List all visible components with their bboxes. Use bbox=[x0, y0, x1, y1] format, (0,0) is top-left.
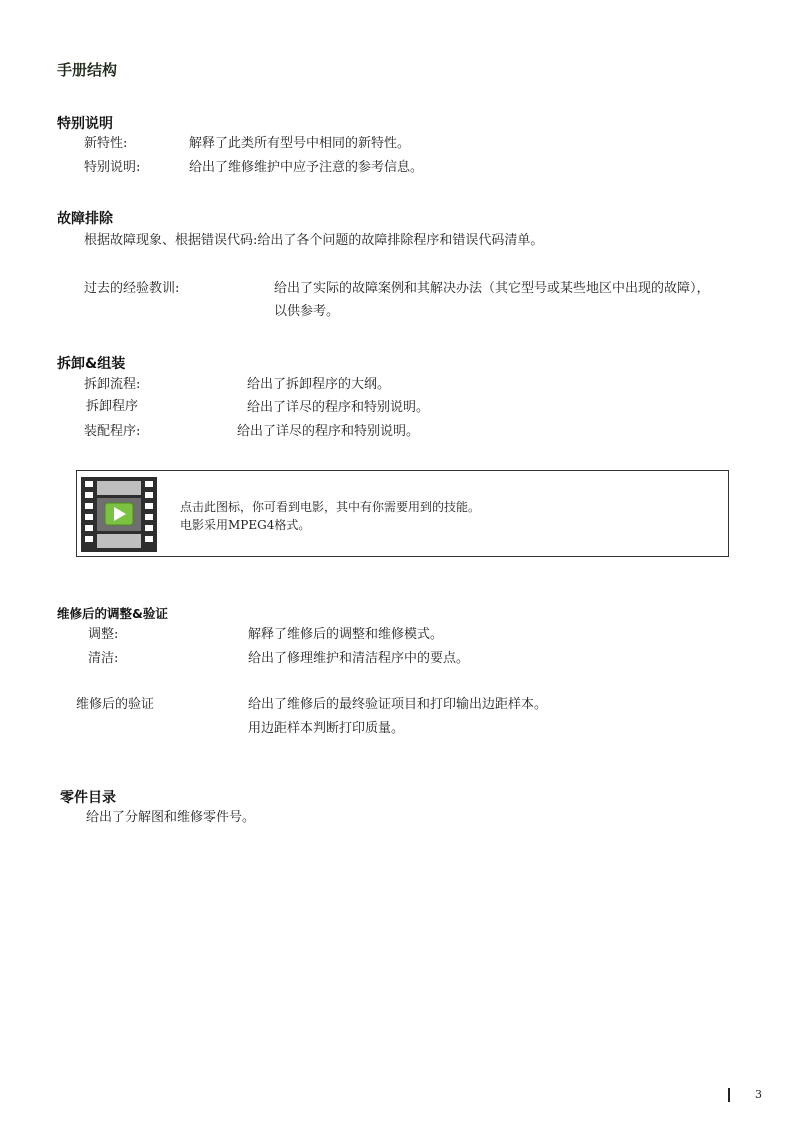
special-row-desc: 解释了此类所有型号中相同的新特性。 bbox=[189, 136, 411, 151]
disassembly-row-desc: 给出了详尽的程序和特别说明。 bbox=[247, 400, 430, 415]
troubleshoot-history-desc: 以供参考。 bbox=[274, 304, 340, 319]
troubleshoot-row: 根据故障现象、根据错误代码:给出了各个问题的故障排除程序和错误代码清单。 bbox=[84, 233, 544, 248]
special-row-desc: 给出了维修维护中应予注意的参考信息。 bbox=[189, 160, 424, 175]
page-number-divider bbox=[728, 1088, 730, 1102]
verify-desc: 用边距样本判断打印质量。 bbox=[248, 721, 405, 736]
movie-play-icon[interactable] bbox=[81, 477, 157, 552]
special-row-label: 新特性: bbox=[84, 136, 128, 151]
movie-info-line: 电影采用MPEG4格式。 bbox=[180, 518, 311, 532]
verify-desc: 给出了维修后的最终验证项目和打印输出边距样本。 bbox=[248, 697, 548, 712]
page-title: 手册结构 bbox=[57, 61, 118, 79]
verify-label: 维修后的验证 bbox=[76, 697, 155, 712]
adjustment-row-desc: 给出了修理维护和清洁程序中的要点。 bbox=[248, 651, 470, 666]
page-number: 3 bbox=[755, 1088, 762, 1101]
adjustment-row-label: 清洁: bbox=[88, 651, 119, 666]
disassembly-row-desc: 给出了详尽的程序和特别说明。 bbox=[237, 424, 420, 439]
disassembly-row-label: 拆卸程序 bbox=[86, 399, 139, 414]
troubleshoot-history-label: 过去的经验教训: bbox=[84, 281, 180, 296]
section-heading-parts: 零件目录 bbox=[60, 790, 116, 806]
disassembly-row-label: 装配程序: bbox=[84, 424, 141, 439]
troubleshoot-history-desc: 给出了实际的故障案例和其解决办法（其它型号或某些地区中出现的故障）， bbox=[274, 281, 710, 296]
disassembly-row-label: 拆卸流程: bbox=[84, 377, 141, 392]
special-row-label: 特别说明: bbox=[84, 160, 141, 175]
section-heading-adjustment: 维修后的调整&验证 bbox=[57, 606, 168, 621]
section-heading-special: 特别说明 bbox=[57, 116, 113, 132]
disassembly-row-desc: 给出了拆卸程序的大纲。 bbox=[247, 377, 391, 392]
section-heading-disassembly: 拆卸&组装 bbox=[57, 356, 126, 372]
movie-info-box bbox=[76, 470, 729, 557]
adjustment-row-desc: 解释了维修后的调整和维修模式。 bbox=[248, 627, 444, 642]
adjustment-row-label: 调整: bbox=[88, 627, 119, 642]
movie-info-line: 点击此图标，你可看到电影，其中有你需要用到的技能。 bbox=[180, 500, 481, 514]
section-heading-troubleshoot: 故障排除 bbox=[57, 211, 113, 227]
parts-desc: 给出了分解图和维修零件号。 bbox=[86, 810, 256, 825]
